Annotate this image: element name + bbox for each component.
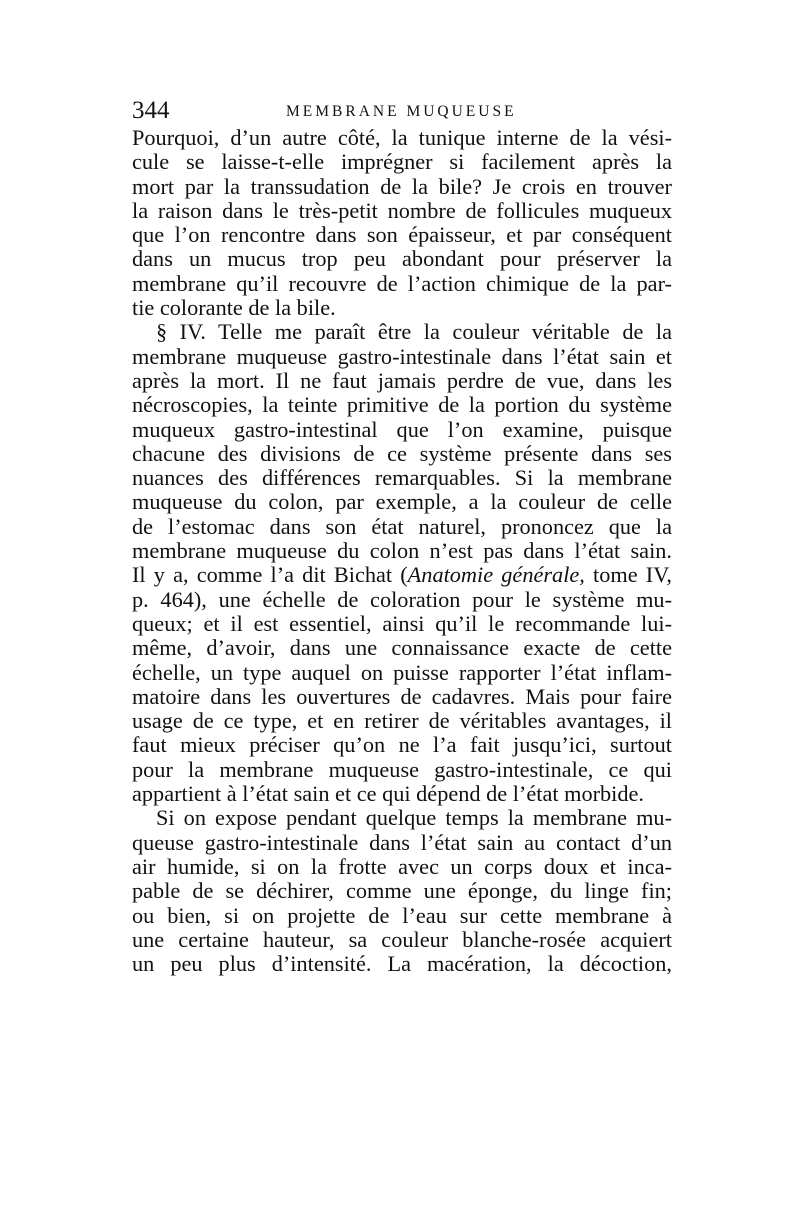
text-line: même, d’avoir, dans une connaissance exacte de cette — [132, 635, 672, 661]
paragraph-start-line: § IV. Telle me paraît être la couleur véritable de la — [156, 319, 672, 345]
text-line: une certaine hauteur, sa couleur blanche-rosée acquiert — [132, 926, 672, 952]
text-line: matoire dans les ouvertures de cadavres. Mais pour faire — [132, 683, 672, 709]
text-line: nécroscopies, la teinte primitive de la portion du système — [132, 392, 672, 418]
text-line: membrane qu’il recouvre de l’action chimique de la par- — [132, 270, 672, 296]
text-line: après la mort. Il ne faut jamais perdre de vue, dans les — [132, 367, 672, 393]
text-line: mort par la transsudation de la bile? Je crois en trouver — [132, 173, 672, 199]
page-number: 344 — [132, 97, 170, 124]
text-line: un peu plus d’intensité. La macération, la décoction, — [132, 951, 672, 977]
text-line: ou bien, si on projette de l’eau sur cette membrane à — [132, 902, 672, 928]
text-line: échelle, un type auquel on puisse rapporter l’état inflam- — [132, 659, 672, 685]
text-line: pable de se déchirer, comme une éponge, du linge fin; — [132, 878, 672, 904]
text-line: que l’on rencontre dans son épaisseur, et par conséquent — [132, 222, 672, 248]
text-line: membrane muqueuse gastro-intestinale dans l’état sain et — [132, 343, 672, 369]
citation-tail-text: tome IV, — [584, 562, 673, 588]
citation-title: Anatomie générale, — [407, 562, 585, 588]
citation-lead-text: Il y a, comme l’a dit Bichat ( — [132, 562, 408, 588]
text-line-with-citation — [132, 563, 672, 587]
paragraph-start-line: Si on expose pendant quelque temps la membrane mu- — [156, 805, 672, 831]
text-line: p. 464), une échelle de coloration pour le système mu- — [132, 586, 672, 612]
text-line: air humide, si on la frotte avec un corps doux et inca- — [132, 853, 672, 879]
text-line: queux; et il est essentiel, ainsi qu’il le recommande lui- — [132, 610, 672, 636]
text-line: appartient à l’état sain et ce qui dépend de l’état morbide. — [132, 781, 644, 807]
text-line: pour la membrane muqueuse gastro-intestinale, ce qui — [132, 756, 672, 782]
text-line: muqueux gastro-intestinal que l’on examine, puisque — [132, 416, 672, 442]
text-line: la raison dans le très-petit nombre de follicules muqueux — [132, 197, 672, 223]
text-line: usage de ce type, et en retirer de véritables avantages, il — [132, 708, 672, 734]
text-line: nuances des différences remarquables. Si la membrane — [132, 465, 672, 491]
body-text — [132, 126, 672, 976]
text-line: de l’estomac dans son état naturel, prononcez que la — [132, 513, 672, 539]
text-line: tie colorante de la bile. — [132, 295, 336, 321]
text-line: membrane muqueuse du colon n’est pas dans l’état sain. — [132, 538, 672, 564]
text-line: cule se laisse-t-elle imprégner si facilement après la — [132, 149, 672, 175]
text-line: dans un mucus trop peu abondant pour préserver la — [132, 246, 672, 272]
text-line: queuse gastro-intestinale dans l’état sain au contact d’un — [132, 829, 672, 855]
text-line: faut mieux préciser qu’on ne l’a fait jusqu’ici, surtout — [132, 732, 672, 758]
text-line: muqueuse du colon, par exemple, a la couleur de celle — [132, 489, 672, 515]
text-line: Pourquoi, d’un autre côté, la tunique interne de la vési- — [132, 125, 672, 150]
running-title: MEMBRANE MUQUEUSE — [286, 103, 517, 120]
text-line: chacune des divisions de ce système présente dans ses — [132, 440, 672, 466]
